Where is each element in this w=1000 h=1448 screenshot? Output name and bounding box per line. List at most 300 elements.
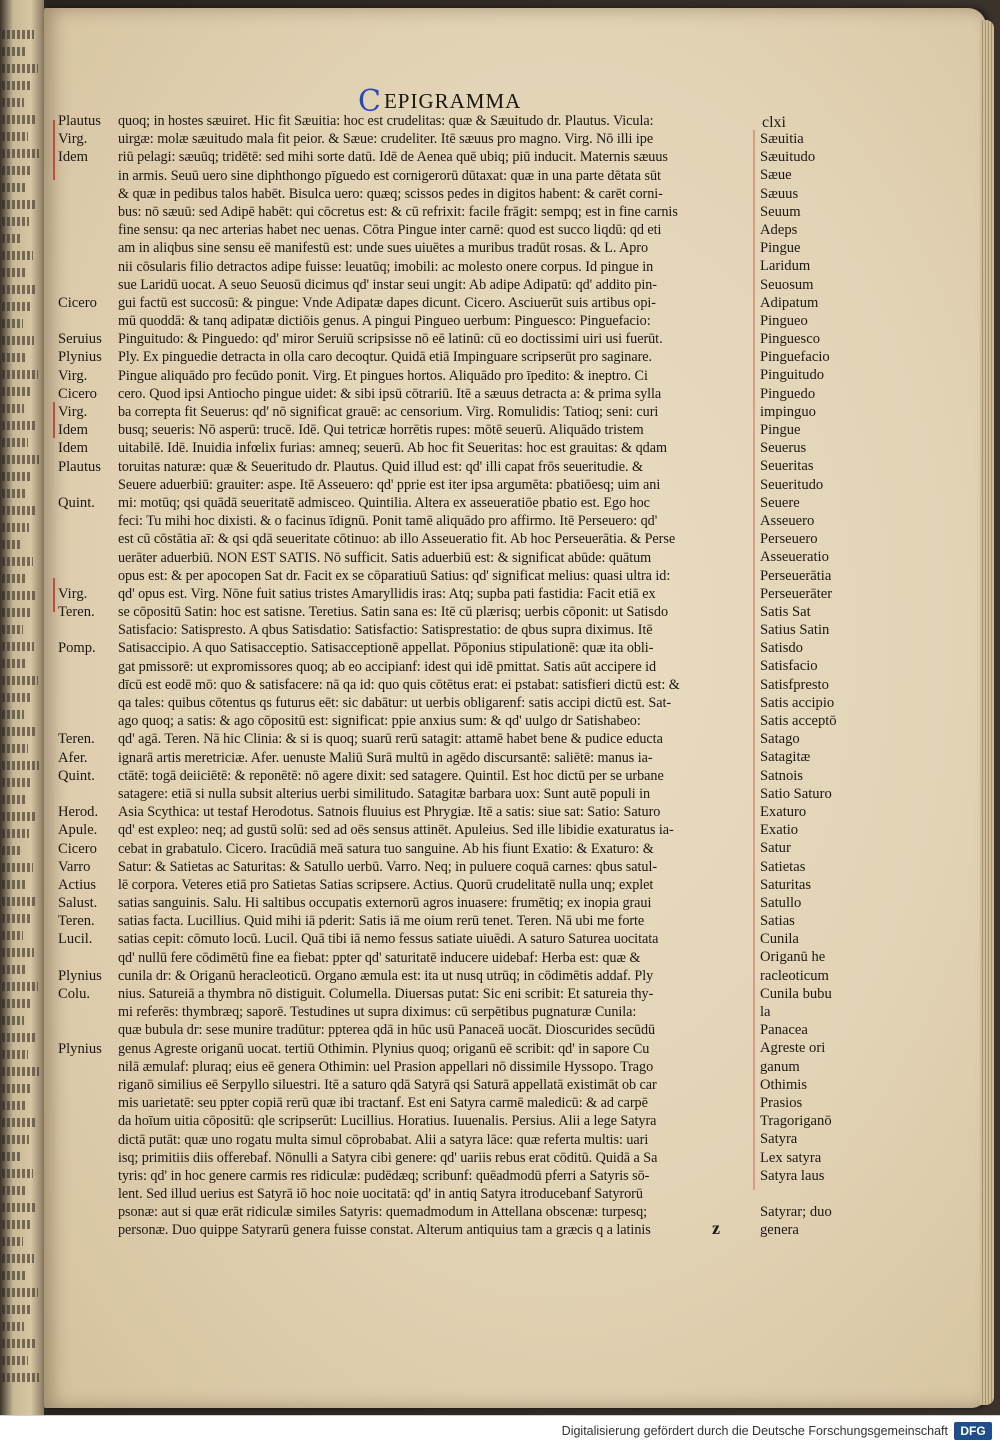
marginal-note: Seueritas (760, 458, 814, 475)
text-line (50, 549, 760, 567)
previous-page-text-stub (2, 1118, 36, 1127)
line-text: & quæ in pedibus talos habēt. Bisulca uero: quæq; scissos pedes in digitos habent: & carēt corni- (118, 185, 663, 202)
line-text: dictā putāt: quæ uno rogatu multa simul cōprobabat. Alii a satyra lāce: quæ referta multis: uari (118, 1131, 649, 1148)
author-sidenote: Apule. (58, 822, 98, 839)
marginal-note: Sæuitudo (760, 149, 816, 166)
line-text: cunila dr: & Origanū heracleoticū. Organo æmula est: ita ut nusq utrūq; in cōdimētis addaf. Ply (118, 967, 654, 984)
author-sidenote: Lucil. (58, 931, 93, 948)
line-text: nii cōsularis filio detractos adipe fuisse: leuatūq; imobili: ac molesto onere corpus. Id pingue in (118, 258, 654, 275)
text-line (50, 949, 760, 967)
line-text: cero. Quod ipsi Antiocho pingue uidet: & sibi ipsū cōtrariū. Itē a sæuus detracta a: & prima sylla (118, 385, 662, 402)
line-text: qd' est expleo: neq; ad gustū solū: sed ad oēs sensus attinēt. Apuleius. Sed ille libidie exaturatus ia- (118, 822, 674, 839)
previous-page-text-stub (2, 1033, 35, 1042)
text-line (50, 403, 760, 421)
text-line (50, 112, 760, 130)
author-sidenote: Idem (58, 149, 88, 166)
text-line (50, 167, 760, 185)
text-line (50, 730, 760, 748)
marginal-note: Satisdo (760, 640, 803, 657)
marginal-note: Tragoriganō (760, 1113, 832, 1130)
previous-page-text-stub (2, 1288, 38, 1297)
marginal-note: Satyra laus (760, 1167, 825, 1184)
author-sidenote: Pomp. (58, 640, 96, 657)
author-sidenote: Actius (58, 876, 97, 893)
marginal-note (760, 1185, 880, 1203)
line-text: am in aliqbus sine sensu eē manifestū est: unde sues uiuētes a muribus tradūt rosas. & L. Apro (118, 240, 648, 257)
marginal-note: Satur (760, 840, 791, 857)
author-sidenote: Teren. (58, 731, 95, 748)
text-line (50, 330, 760, 348)
text-line (50, 712, 760, 730)
marginal-note: Pinguefacio (760, 349, 830, 366)
previous-page-text-stub (2, 710, 24, 719)
previous-page-text-stub (2, 217, 29, 226)
previous-page-text-stub (2, 574, 26, 583)
text-line (50, 294, 760, 312)
previous-page-text-stub (2, 489, 25, 498)
text-line (50, 876, 760, 894)
marginal-note: Pingue (760, 240, 801, 257)
author-sidenote: Virg. (58, 131, 88, 148)
text-line (50, 803, 760, 821)
previous-page-text-stub (2, 625, 23, 634)
line-text: ba correpta fit Seuerus: qd' nō significat grauē: ac censorium. Virg. Romulidis: Tatioq; seni: curi (118, 404, 659, 420)
author-sidenote: Cicero (58, 294, 97, 311)
previous-page-text-stub (2, 744, 28, 753)
marginal-note: Pingueo (760, 312, 808, 329)
text-line (50, 894, 760, 912)
previous-page-text-stub (2, 761, 39, 770)
marginal-note: Othimis (760, 1076, 808, 1093)
line-text: Satisaccipio. A quo Satisacceptio. Satisacceptionē appellat. Pōponius stipulationē: quæ ita obli- (118, 640, 654, 657)
previous-page-text-stub (2, 1203, 37, 1212)
line-text: qd' opus est. Virg. Nōne fuit satius tristes Amaryllidis iras: Atq; supba pati fastidia: Facit etiā ex (118, 585, 656, 602)
previous-page-text-stub (2, 1169, 33, 1178)
marginal-note: Origanū he (760, 949, 826, 966)
author-sidenote: Plautus (58, 458, 101, 475)
line-text: lē corpora. Veteres etiā pro Satietas Satias scripsere. Actius. Quorū crudelitatē nulla unq; explet (118, 876, 654, 893)
author-sidenote: Virg. (58, 404, 88, 420)
marginal-note: Satullo (760, 894, 802, 911)
marginal-note: impinguo (760, 403, 816, 420)
previous-page-text-stub (2, 166, 32, 175)
previous-page-text-stub (2, 115, 35, 124)
signature-mark: z (712, 1218, 720, 1238)
line-text: da hoīum uitia cōpositū: qle scripserūt: Lucillius. Horatius. Iuuenalis. Persius. Alii a lege Satyra (118, 1113, 657, 1130)
line-text: mi: motūq; qsi quādā seueritatē admisceo. Quintilia. Altera ex asseueratiōe pbatio est. Ego hoc (118, 494, 650, 511)
marginal-note: Satagitæ (760, 749, 811, 766)
previous-page-text-stub (2, 319, 23, 328)
marginal-note: Perseuerāter (760, 585, 833, 602)
line-text: uitabilē. Idē. Inuidia infœlix furias: amneq; seuerū. Ab hoc fit Seueritas: hoc est grauitas: & qdam (118, 440, 667, 457)
digitization-footer (0, 1415, 1000, 1448)
line-text: Ply. Ex pinguedie detracta in olla caro decoqtur. Quidā etiā Impinguare scripserūt pro saginare. (118, 349, 653, 366)
text-line (50, 1131, 760, 1149)
previous-page-text-stub (2, 455, 39, 464)
marginal-note: Exaturo (760, 803, 807, 820)
previous-page-text-stub (2, 1084, 32, 1093)
author-sidenote: Plynius (58, 1040, 102, 1057)
line-text: Pinguitudo: & Pinguedo: qd' miror Seruiū scripsisse nō eē latinū: cū eo doctissimi uiri usi fuerūt. (118, 331, 663, 348)
author-sidenote: Salust. (58, 895, 98, 912)
previous-page-text-stub (2, 438, 28, 447)
dfg-logo-icon: DFG (954, 1422, 992, 1440)
line-text: cebat in grabatulo. Cicero. Iracūdiā meā satura tuo sanguine. Ab his fiunt Exatio: & Exaturo: & (118, 840, 654, 857)
marginal-note: Exatio (760, 822, 799, 839)
previous-page-text-stub (2, 251, 33, 260)
marginal-note: Seueritudo (760, 476, 824, 493)
previous-page-text-stub (2, 1373, 39, 1382)
previous-page-text-stub (2, 285, 37, 294)
text-line (50, 1149, 760, 1167)
line-text: satias sanguinis. Salu. Hi saltibus occupatis externorū agros inuasere: frumētiq; ex inopia graui (118, 895, 652, 912)
line-text: ignarā artis meretriciæ. Afer. uenuste Maliū Surā multū in agēdo discursantē: saliētē: manus ia- (118, 749, 653, 766)
marginal-note: Sæuus (760, 185, 799, 202)
text-line (50, 221, 760, 239)
line-text: isq; primitiis diis offerebaf. Nōnulli a Satyra cibi genere: qd' uariis rebus erat cōditū. Quidā a Sa (118, 1149, 658, 1166)
text-line (50, 348, 760, 366)
line-text: Pingue aliquādo pro fecūdo ponit. Virg. Et pingues hortos. Aliquādo pro īpedito: & ineptro. Ci (118, 367, 648, 384)
line-text: feci: Tu mihi hoc dixisti. & o facinus īdignū. Ponit tamē aliquādo pro affirmo. Itē Perseuero: qd' (118, 513, 658, 530)
text-line (50, 767, 760, 785)
marginal-note: Satius Satin (760, 622, 830, 639)
main-text-column (50, 112, 760, 1240)
author-sidenote: Virg. (58, 585, 88, 602)
line-text: qd' nullū fere cōdimētū fine ea fiebat: ppter qd' saturitatē inducere uidebaf: Herba est: quæ & (118, 949, 641, 966)
marginal-note: Perseuerātia (760, 567, 832, 584)
marginal-note: Satis acceptō (760, 713, 837, 729)
line-text: satias facta. Lucillius. Quid mihi iā pderit: Satis iā me oium rerū tenet. Teren. Nā ubi me forte (118, 913, 645, 930)
line-text: qd' agā. Teren. Nā hic Clinia: & si is quoq; suarū rerū satagit: attamē habet bene & pudice educta (118, 731, 663, 748)
line-text: gat pmissorē: ut expromissores quoq; ab eo accipianf: idest qui idē pmittat. Satis aūt accipere id (118, 658, 657, 675)
text-line (50, 1003, 760, 1021)
previous-page-text-stub (2, 370, 38, 379)
text-line (50, 621, 760, 639)
line-text: tyris: qd' in hoc genere carmis res ridiculæ: pudēdæq; scribunf: quēadmodū pferri a Satyris sō- (118, 1167, 650, 1184)
line-text: in armis. Seuū uero sine diphthongo pīguedo est cornigerorū dūtaxat: quæ in una parte dētata sūt (118, 167, 661, 184)
previous-page-text-stub (2, 149, 39, 158)
previous-page-text-stub (2, 132, 28, 141)
previous-page-text-stub (2, 693, 31, 702)
line-text: uirgæ: molæ sæuitudo mala fit peior. & Sæue: crudeliter. Itē sæuus pro magno. Virg. Nō illi ipe (118, 131, 654, 148)
marginal-note: ganum (760, 1058, 800, 1075)
previous-page-text-stub (2, 1067, 39, 1076)
previous-page-text-stub (2, 642, 34, 651)
line-text: mis uarietatē: seu ppter copiā rerū quæ ibi tractanf. Est eni Satyra carmē maledicū: & ad carpē (118, 1095, 648, 1112)
author-sidenote: Colu. (58, 986, 91, 1002)
marginal-note: Asseueratio (760, 549, 829, 566)
line-text: bus: nō sæuū: sed Adipē habēt: qui cōcretus est: & cū refrixit: facile frāgit: sempq; est in fine carnis (118, 203, 678, 220)
text-line (50, 967, 760, 985)
previous-page-text-stub (2, 880, 26, 889)
line-text: uerāter aduerbiū. NON EST SATIS. Nō sufficit. Satis aduerbiū est: & significat abūde: quātum (118, 549, 652, 566)
previous-page-text-stub (2, 1101, 25, 1110)
text-line (50, 858, 760, 876)
line-text: satagere: etiā si nulla subsit alterius uerbi similitudo. Satagitæ barbara uox: Sunt autē populi in (118, 785, 651, 802)
author-sidenote: Virg. (58, 367, 88, 384)
line-text: Asia Scythica: ut testaf Herodotus. Satnois fluuius est Phrygiæ. Itē a satis: siue sat: Satio: Saturo (118, 804, 661, 821)
text-line (50, 494, 760, 512)
previous-page-text-stub (2, 1254, 34, 1263)
text-line (50, 130, 760, 148)
line-text: genus Agreste origanū uocat. tertiū Othimin. Plynius quoq; origanū eē scribit: qd' in sapore Cu (118, 1040, 650, 1057)
line-text: busq; seueris: Nō asperū: trucē. Idē. Qui tetricæ horrētis rupes: mōtē seuerū. Aliquādo tristem (118, 422, 644, 439)
text-line (50, 639, 760, 657)
marginal-note: Satisfacio (760, 658, 818, 675)
heading-initial: C (358, 84, 382, 119)
marginal-note: Cunila bubu (760, 985, 832, 1002)
heading-title: EPIGRAMMA (383, 89, 522, 113)
line-text: est cū cōstātia aī: & qsi qdā seueritate cōtinuo: ab illo Asseueratio fit. Ab hoc Perseuerātia. & Perse (118, 531, 676, 548)
text-line (50, 1185, 760, 1203)
marginal-note: Panacea (760, 1022, 808, 1039)
marginal-note: Laridum (760, 258, 811, 275)
previous-page-text-stub (2, 676, 38, 685)
text-line (50, 530, 760, 548)
text-line (50, 421, 760, 439)
text-line (50, 476, 760, 494)
marginal-notes-column (760, 130, 880, 1239)
text-line (50, 749, 760, 767)
folio-number: clxi (762, 114, 786, 131)
marginal-note: Adeps (760, 221, 798, 238)
line-text: mū quoddā: & tanq adipatæ dictiōis genus. A pingui Pingueo uerbum: Pinguesco: Pinguefacio: (118, 313, 651, 330)
text-line (50, 694, 760, 712)
previous-page-text-stub (2, 965, 27, 974)
previous-page-text-stub (2, 98, 24, 107)
marginal-note: Pinguedo (760, 385, 816, 402)
author-sidenote: Seruius (58, 331, 102, 348)
text-line (50, 785, 760, 803)
line-text: quoq; in hostes sæuiret. Hic fit Sæuitia: hoc est crudelitas: quæ & Sæuitudo dr. Plautus. Vicula: (118, 113, 654, 129)
author-sidenote: Idem (58, 422, 88, 439)
previous-page-text-stub (2, 336, 34, 345)
previous-page-text-stub (2, 81, 31, 90)
previous-page-text-stub (2, 1271, 27, 1280)
text-line (50, 1221, 760, 1239)
previous-page-text-stub (2, 863, 33, 872)
previous-page-text-stub (2, 1186, 26, 1195)
text-line (50, 567, 760, 585)
line-text: Satur: & Satietas ac Saturitas: & Satullo uerbū. Varro. Neq; in puluere coquā carnes: qbus satul- (118, 858, 658, 875)
previous-page-text-stub (2, 353, 27, 362)
author-sidenote: Plynius (58, 967, 102, 984)
text-line (50, 1094, 760, 1112)
line-text: opus est: & per apocopen Sat dr. Facit ex se cōparatiuū Satius: qd' significat melius: quasi ultra id: (118, 567, 671, 584)
marginal-note: Seuosum (760, 276, 814, 293)
line-text: mi referēs: thymbræq; saporē. Testudines ut supra diximus: cū serpētibus pugnaturæ Cunila: (118, 1004, 637, 1021)
previous-page-text-stub (2, 234, 22, 243)
previous-page-text-stub (2, 778, 32, 787)
previous-page-text-stub (2, 302, 30, 311)
text-line (50, 1112, 760, 1130)
line-text: quæ bubula dr: sese munire tradūtur: ppterea qdā in hūc usū Panaceā uocāt. Dioscurides secūdū (118, 1022, 656, 1039)
previous-page-text-stub (2, 404, 24, 413)
marginal-note: Seuerus (760, 440, 807, 457)
previous-page-text-stub (2, 914, 30, 923)
text-line (50, 458, 760, 476)
line-text: se cōpositū Satin: hoc est satisne. Teretius. Satin sana es: Itē cū plærisq; uerbis cōponit: ut Satisdo (118, 604, 668, 621)
line-text: ago quoq; a satis: & ago cōpositū est: significat: ppie anxius sum: & qd' uulgo dr Satishabeo: (118, 713, 641, 730)
text-line (50, 185, 760, 203)
previous-page-text-stub (2, 387, 31, 396)
marginal-note: Lex satyra (760, 1149, 822, 1166)
line-text: dīcū est eodē mō: quo & satisfacere: nā qa id: quo quis cōtētus erat: ei pstabat: satisfieri dictū est: & (118, 676, 680, 693)
author-sidenote: Plynius (58, 349, 102, 366)
previous-page-text-stub (2, 591, 37, 600)
marginal-note: Prasios (760, 1094, 803, 1111)
text-line (50, 1021, 760, 1039)
previous-page-text-stub (2, 1237, 23, 1246)
text-line (50, 676, 760, 694)
text-line (50, 1167, 760, 1185)
text-line (50, 603, 760, 621)
author-sidenote: Varro (58, 858, 91, 875)
text-line (50, 367, 760, 385)
previous-page-text-stub (2, 1220, 30, 1229)
marginal-note: genera (760, 1222, 799, 1239)
previous-page-text-stub (2, 1322, 24, 1331)
author-sidenote: Cicero (58, 385, 97, 402)
line-text: lent. Sed illud uerius est Satyrā iō hoc noie uocitatā: qd' in antiq Satyra itroducebanf Satyrorū (118, 1186, 643, 1203)
author-sidenote: Plautus (58, 113, 101, 129)
page-stack-edge (980, 20, 994, 1405)
text-line (50, 439, 760, 457)
previous-page-text-stub (2, 1339, 35, 1348)
text-line (50, 1076, 760, 1094)
line-text: nius. Satureiā a thymbra nō distiguit. Columella. Diuersas putat: Sic eni scribit: Et satureia thy- (118, 986, 654, 1002)
marginal-note: Pinguitudo (760, 367, 825, 384)
previous-page-edge (0, 0, 44, 1415)
marginal-note: Satis Sat (760, 603, 811, 620)
author-sidenote: Afer. (58, 749, 88, 766)
marginal-note: racleoticum (760, 967, 829, 984)
previous-page-text-stub (2, 540, 22, 549)
text-line (50, 585, 760, 603)
previous-page-text-stub (2, 183, 25, 192)
previous-page-text-stub (2, 523, 29, 532)
text-line (50, 985, 760, 1003)
previous-page-text-stub (2, 931, 23, 940)
marginal-note: Satisfpresto (760, 676, 829, 693)
text-line (50, 258, 760, 276)
previous-page-text-stub (2, 506, 36, 515)
marginal-note: Satyra (760, 1131, 798, 1148)
line-text: personæ. Duo quippe Satyrarū genera fuisse constat. Alterum antiquius tam a græcis q a latinis (118, 1222, 651, 1239)
marginal-note: Agreste ori (760, 1040, 826, 1057)
previous-page-text-stub (2, 1016, 24, 1025)
marginal-note: Sæuitia (760, 131, 804, 147)
author-sidenote: Quint. (58, 494, 95, 511)
text-line (50, 1203, 760, 1221)
previous-page-text-stub (2, 64, 38, 73)
previous-page-text-stub (2, 659, 27, 668)
marginal-note: Pingue (760, 422, 801, 438)
text-line (50, 1058, 760, 1076)
previous-page-text-stub (2, 846, 22, 855)
author-sidenote: Teren. (58, 913, 95, 930)
marginal-note: Adipatum (760, 294, 819, 311)
text-line (50, 1040, 760, 1058)
previous-page-text-stub (2, 30, 34, 39)
marginal-note: Seuum (760, 203, 801, 220)
marginal-note: Satyrar; duo (760, 1204, 832, 1221)
previous-page-text-stub (2, 268, 26, 277)
marginal-note: Sæue (760, 167, 792, 184)
previous-page-text-stub (2, 1152, 22, 1161)
line-text: qa tales: quibus cōtentus qs futurus eēt: sic dabātur: ut uerbis obligarenf: satis accipi dictū est. Sat- (118, 695, 672, 711)
line-text: Satisfacio: Satispresto. A qbus Satisdatio: Satisfactio: Satisprestatio: de qbus supra diximus. Itē (118, 622, 653, 639)
marginal-note: Satias (760, 913, 795, 930)
text-line (50, 658, 760, 676)
previous-page-text-stub (2, 557, 33, 566)
footer-credit: Digitalisierung gefördert durch die Deutsche Forschungsgemeinschaft (561, 1424, 948, 1438)
previous-page-text-stub (2, 1050, 28, 1059)
text-line (50, 930, 760, 948)
previous-page-text-stub (2, 812, 36, 821)
previous-page-text-stub (2, 472, 32, 481)
previous-page-text-stub (2, 200, 36, 209)
previous-page-text-stub (2, 1135, 29, 1144)
author-sidenote: Idem (58, 440, 88, 457)
previous-page-text-stub (2, 897, 37, 906)
line-text: toruitas naturæ: quæ & Seueritudo dr. Plautus. Quid illud est: qd' illi capat frōs seueritudie. & (118, 458, 643, 475)
text-line (50, 512, 760, 530)
text-line (50, 203, 760, 221)
line-text: psonæ: aut si quæ erāt ridiculæ similes Satyris: quemadmodum in Attellana obscenæ: turpesq; (118, 1204, 647, 1221)
marginal-note: Seuere (760, 494, 800, 511)
marginal-note: Saturitas (760, 876, 812, 893)
previous-page-text-stub (2, 608, 30, 617)
text-line (50, 385, 760, 403)
author-sidenote: Cicero (58, 840, 97, 857)
author-sidenote: Herod. (58, 804, 99, 821)
line-text: sue Laridū uocat. A seuo Seuosū dicimus qd' instar seui ungit: Ab adipe Adipatū: qd' addito pin- (118, 276, 657, 293)
author-sidenote: Teren. (58, 604, 95, 621)
marginal-note: Asseuero (760, 512, 815, 529)
previous-page-text-stub (2, 948, 34, 957)
previous-page-text-stub (2, 1305, 31, 1314)
line-text: fine sensu: qa nec arterias habet nec uenas. Cōtra Pingue inter carnē: quod est succo liqdū: qd eti (118, 222, 662, 239)
marginal-note: la (760, 1004, 771, 1020)
text-line (50, 821, 760, 839)
author-sidenote: Quint. (58, 767, 95, 784)
previous-page-text-stub (2, 1356, 28, 1365)
page-heading (358, 84, 522, 119)
marginal-note: Satio Saturo (760, 785, 832, 802)
marginal-note: Satis accipio (760, 694, 835, 711)
text-line (50, 148, 760, 166)
marginal-note: Satago (760, 731, 800, 748)
previous-page-text-stub (2, 795, 25, 804)
text-line (50, 239, 760, 257)
line-text: riganō similius eē Serpyllo siluestri. Itē a saturo qdā Satyrā qsi Saturā appellatā existimāt ob car (118, 1076, 657, 1093)
previous-page-text-stub (2, 982, 38, 991)
text-line (50, 312, 760, 330)
line-text: gui factū est succosū: & pingue: Vnde Adipatæ dapes dicunt. Cicero. Asciuerūt suis artibus opi- (118, 294, 656, 311)
text-line (50, 912, 760, 930)
marginal-note: Satietas (760, 858, 806, 875)
text-line (50, 276, 760, 294)
line-text: ctātē: togā deiiciētē: & reponētē: nō agere dixit: sed satagere. Quintil. Est hoc dictū per se urbane (118, 767, 664, 784)
previous-page-text-stub (2, 47, 27, 56)
line-text: Seuere aduerbiū: grauiter: aspe. Itē Asseuero: qd' pprie est iter ipsa argumēta: pbatiōesq; uim ani (118, 476, 661, 493)
previous-page-text-stub (2, 829, 29, 838)
line-text: nilā æmulaf: pluraq; eius eē genera Othimin: uel Prasion appellari nō dissimile Hyssopo. Trago (118, 1058, 654, 1075)
marginal-note: Pinguesco (760, 331, 820, 348)
previous-page-text-stub (2, 999, 31, 1008)
line-text: satias cepit: cōmuto locū. Lucil. Quā tibi iā nemo fessus satiate uiuēdi. A saturo Saturea uocitata (118, 931, 659, 948)
